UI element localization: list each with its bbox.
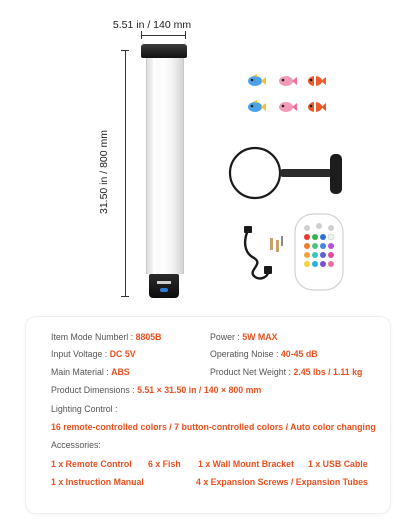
spec-lighting-label: Lighting Control : bbox=[51, 404, 118, 414]
width-dimension-tick-left bbox=[141, 31, 142, 39]
fish-orange-icon bbox=[306, 100, 326, 114]
fish-blue-icon bbox=[246, 100, 266, 114]
spec-voltage: Input Voltage : DC 5V bbox=[51, 349, 136, 359]
spec-power: Power : 5W MAX bbox=[210, 332, 278, 342]
accessory-item: 1 x Remote Control bbox=[51, 459, 132, 469]
height-dimension-tick-bottom bbox=[121, 296, 129, 297]
spec-dimensions: Product Dimensions : 5.51 × 31.50 in / 140 × 800 mm bbox=[51, 385, 262, 395]
spec-noise: Operating Noise : 40-45 dB bbox=[210, 349, 318, 359]
width-dimension-line bbox=[141, 35, 185, 36]
usb-cable-icon bbox=[240, 224, 290, 284]
accessory-item: 6 x Fish bbox=[148, 459, 181, 469]
tube-cap bbox=[141, 44, 187, 58]
spec-material: Main Material : ABS bbox=[51, 367, 130, 377]
base-indicator-light bbox=[160, 288, 168, 292]
expansion-screws-icon bbox=[270, 236, 283, 252]
tube-base bbox=[149, 274, 179, 298]
fish-pink-icon bbox=[277, 100, 297, 114]
tube-body bbox=[146, 58, 184, 274]
fish-orange-icon bbox=[306, 74, 326, 88]
remote-control-icon bbox=[293, 212, 345, 292]
spec-accessories-label: Accessories: bbox=[51, 440, 101, 450]
spec-weight: Product Net Weight : 2.45 lbs / 1.11 kg bbox=[210, 367, 363, 377]
height-dimension-tick-top bbox=[121, 50, 129, 51]
wall-mount-bracket-icon bbox=[228, 140, 358, 210]
base-label bbox=[157, 281, 171, 284]
accessory-item: 4 x Expansion Screws / Expansion Tubes bbox=[196, 477, 368, 487]
width-dimension-tick-right bbox=[185, 31, 186, 39]
spec-lighting-value: 16 remote-controlled colors / 7 button-controlled colors / Auto color changing bbox=[51, 422, 376, 432]
fish-blue-icon bbox=[246, 74, 266, 88]
height-dimension-label: 31.50 in / 800 mm bbox=[98, 129, 110, 215]
height-dimension-line bbox=[125, 50, 126, 296]
accessory-item: 1 x USB Cable bbox=[308, 459, 368, 469]
spec-model: Item Mode Numberl : 8805B bbox=[51, 332, 162, 342]
accessory-item: 1 x Wall Mount Bracket bbox=[198, 459, 294, 469]
width-dimension-label: 5.51 in / 140 mm bbox=[112, 19, 192, 31]
accessory-item: 1 x Instruction Manual bbox=[51, 477, 144, 487]
fish-pink-icon bbox=[277, 74, 297, 88]
spec-panel bbox=[26, 317, 390, 513]
